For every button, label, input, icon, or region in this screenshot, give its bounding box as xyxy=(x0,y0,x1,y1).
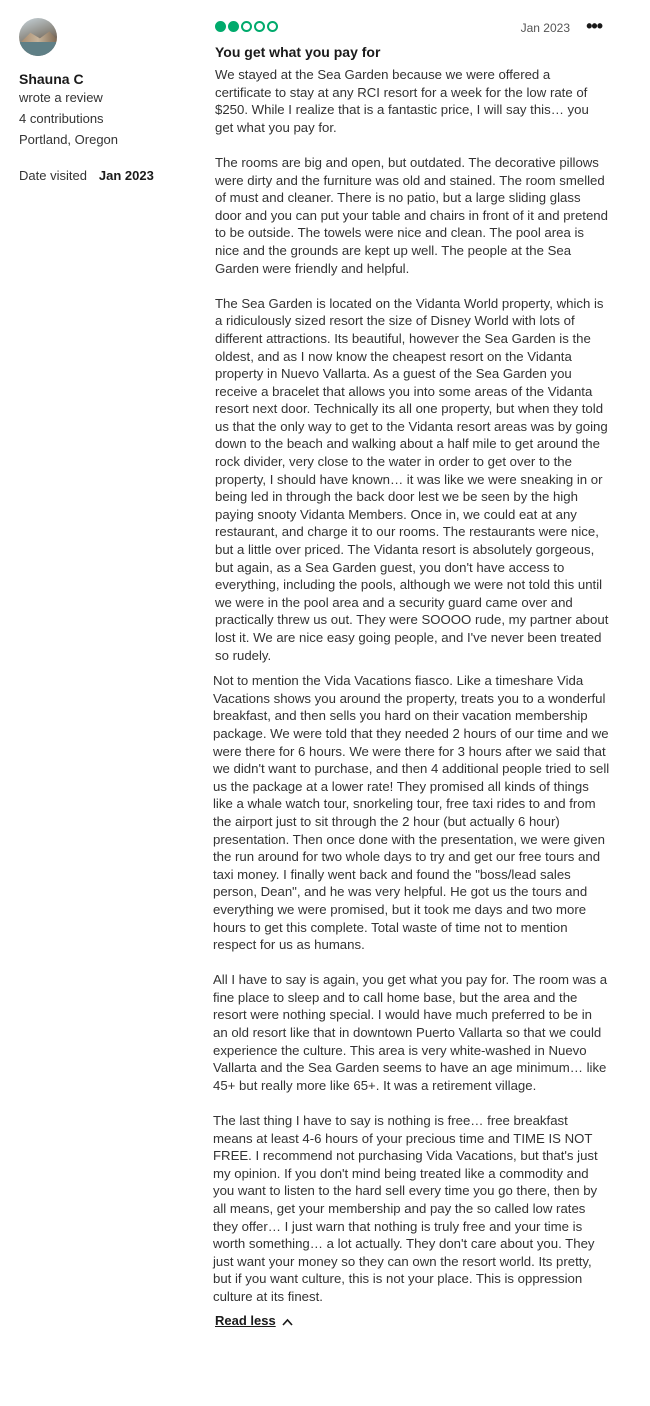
rating-bubble-empty xyxy=(254,21,265,32)
reviewer-contributions: 4 contributions xyxy=(19,111,104,126)
date-visited-value: Jan 2023 xyxy=(98,168,154,183)
review-body xyxy=(215,66,610,1306)
read-less-button[interactable] xyxy=(215,1313,610,1328)
review-paragraph: The Sea Garden is located on the Vidanta World property, which is a ridiculously sized resort the size of Disney World with lots of different attractions. Its beautiful, however the Sea Garden is the oldest, and as I now know the cheapest resort on the Vidanta property in Nuevo Vallarta. As a guest of the Sea Garden you receive a bracelet that allows you into some areas of the Vidanta resort next door. Technically its all one property, but when they told us that the only way to get to the Vidanta resort areas was by going down to the beach and walking about a half mile to get around the rock divider, very close to the water in order to get over to the property, I should have known… it was like we were sneaking in or being led in through the back door lest we be seen by the high paying snooty Vidanta Members. Once in, we could eat at any restaurant, and charge it to our rooms. The restaurants were nice, but a little over priced. The Vidanta resort is absolutely gorgeous, but again, as a Sea Garden guest, you don't have access to everything, including the pools, although we were not told this until we were in the pool area and a security guard came over and practically threw us out. They were SOOOO rude, my partner about lost it. We are nice easy going people, and I've never been treated so rudely. xyxy=(215,295,609,663)
date-visited-label: Date visited xyxy=(19,168,87,183)
reviewer-name[interactable]: Shauna C xyxy=(19,71,84,87)
review-title: You get what you pay for xyxy=(215,44,381,60)
date-visited xyxy=(19,168,204,183)
more-dots-icon[interactable]: ••• xyxy=(586,16,602,36)
review-panel xyxy=(215,18,610,1328)
review-paragraph: We stayed at the Sea Garden because we were offered a certificate to stay at any RCI resort for a week for the low rate of $250. While I realize that is a fantastic price, I will say this… you get what you pay for. xyxy=(215,67,589,135)
avatar[interactable] xyxy=(19,18,57,56)
review-paragraph: All I have to say is again, you get what you pay for. The room was a fine place to sleep and to call home base, but the area and the resort were nothing special. I would have much preferred to be in an old resort like that in downtown Puerto Vallarta so that we could experience the culture. This area is very white-washed in Nuevo Vallarta and the Sea Garden seems to have an age minimum… like 45+ but really more like 65+. It was a retirement village. xyxy=(213,972,608,1093)
reviewer-location: Portland, Oregon xyxy=(19,132,119,147)
rating-bubble-empty xyxy=(267,21,278,32)
review-paragraph: Not to mention the Vida Vacations fiasco. Like a timeshare Vida Vacations shows you around the property, treats you to a wonderful breakfast, and then sells you hard on their vacation membership package. We were told that they needed 2 hours of our time and we were there for 6 hours. We were there for 3 hours after we said that we didn't want to purchase, and then 4 additional people tried to sell us the package at a lower rate! They promised all kinds of things like a whale watch tour, snorkeling tour, free taxi rides to and from the airport just to sit through the 2 hour (but actually 6 hour) presentation. Then once done with the presentation, we were given the run around for two whole days to try and get our free tours and taxi money. I finally went back and found the "boss/lead sales person, Dean", and he was very helpful. He got us the tours and everything we were promised, but it took me days and two more hours to get this complete. Total waste of time not to mention respect for us as humans. xyxy=(213,673,610,953)
rating-bubble-filled xyxy=(215,21,226,32)
rating-bubble-filled xyxy=(228,21,239,32)
review-date: Jan 2023 xyxy=(520,21,570,35)
read-less-label: Read less xyxy=(215,1313,276,1329)
reviewer-action: wrote a review xyxy=(19,90,103,105)
rating-bubble-empty xyxy=(241,21,252,32)
reviewer-panel xyxy=(19,18,204,183)
review-paragraph: The last thing I have to say is nothing is free… free breakfast means at least 4-6 hours of your precious time and TIME IS NOT FREE. I recommend not purchasing Vida Vacations, but that's just my opinion. If you don't mind being treated like a commodity and you want to listen to the hard sell every time you go there, then by all means, get your membership and pay the so called low rates they offer… I just warn that nothing is truly free and your time is worth something… a lot actually. They don't care about you. They just want your money so they can own the resort world. Its pretty, but if you want culture, this is not your place. This is oppression culture at its finest. xyxy=(213,1113,598,1304)
chevron-up-icon xyxy=(282,1314,293,1329)
review-paragraph: The rooms are big and open, but outdated. The decorative pillows were dirty and the furniture was old and stained. The room smelled of must and cleaner. There is no patio, but a large sliding glass door and you can put your table and chairs in front of it and pretend to be outside. The towels were nice and clean. The pool area is nice and the grounds are kept up well. The people at the Sea Garden were friendly and helpful. xyxy=(215,154,608,276)
